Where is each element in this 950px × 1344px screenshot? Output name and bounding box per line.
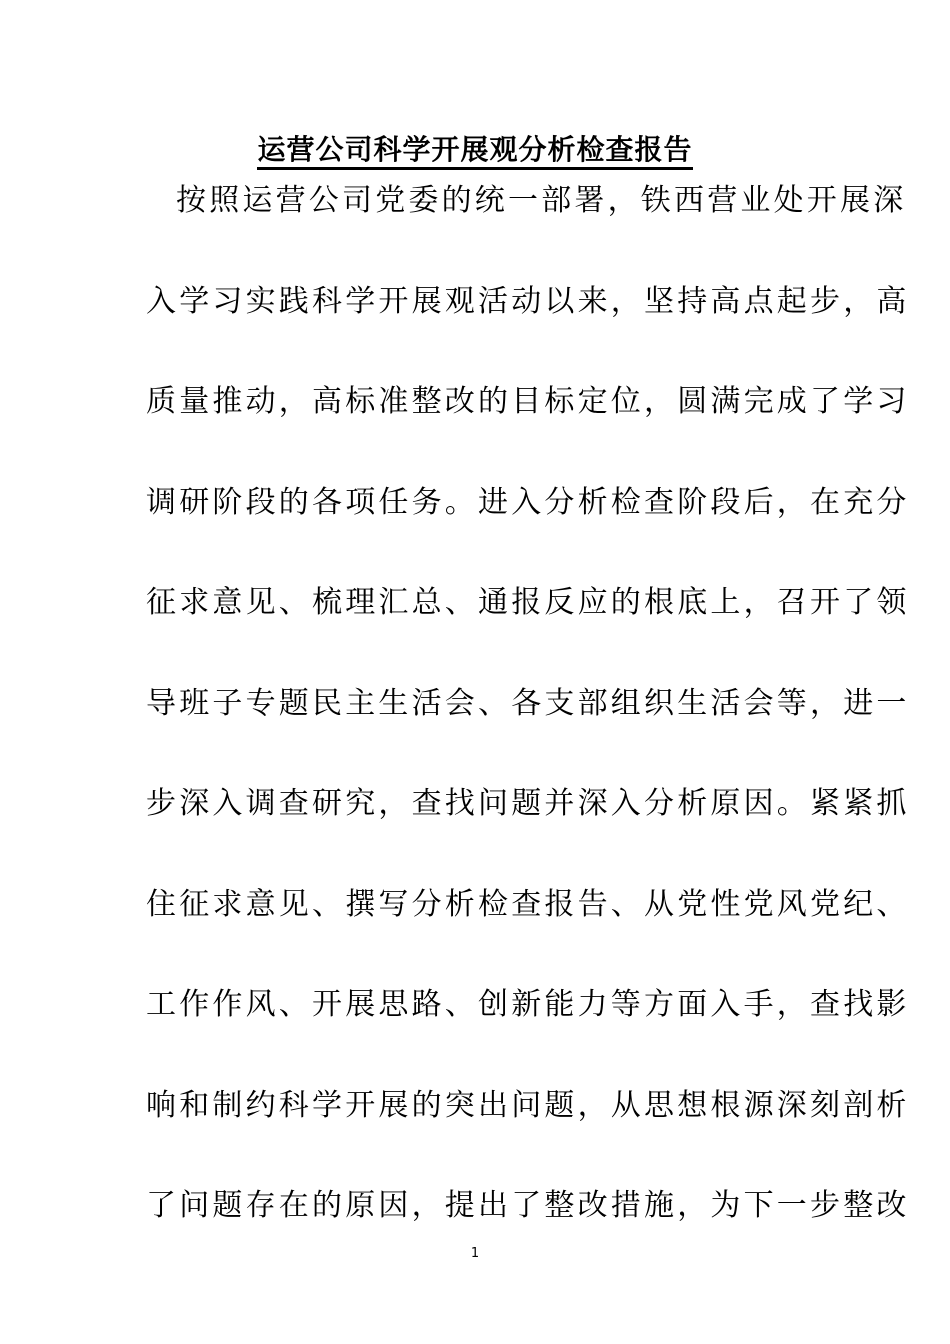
document-body xyxy=(146,176,910,1282)
body-line: 了问题存在的原因，提出了整改措施，为下一步整改 xyxy=(146,1188,910,1223)
body-line: 工作作风、开展思路、创新能力等方面入手，查找影 xyxy=(146,987,910,1022)
body-line: 征求意见、梳理汇总、通报反应的根底上，召开了领 xyxy=(146,585,910,620)
body-line: 调研阶段的各项任务。进入分析检查阶段后，在充分 xyxy=(146,484,910,520)
page-number: 1 xyxy=(470,1246,480,1261)
body-line: 住征求意见、撰写分析检查报告、从党性党风党纪、 xyxy=(146,886,910,922)
body-line: 导班子专题民主生活会、各支部组织生活会等，进一 xyxy=(146,685,910,721)
document-title-text: 运营公司科学开展观分析检查报告 xyxy=(257,133,692,170)
document-title xyxy=(0,128,950,172)
body-line: 响和制约科学开展的突出问题，从思想根源深刻剖析 xyxy=(146,1087,910,1123)
body-line: 质量推动，高标准整改的目标定位，圆满完成了学习 xyxy=(146,384,910,419)
body-line: 按照运营公司党委的统一部署，铁西营业处开展深 xyxy=(176,183,907,218)
body-line: 入学习实践科学开展观活动以来，坚持高点起步，高 xyxy=(146,283,910,319)
body-line: 步深入调查研究，查找问题并深入分析原因。紧紧抓 xyxy=(146,786,910,821)
